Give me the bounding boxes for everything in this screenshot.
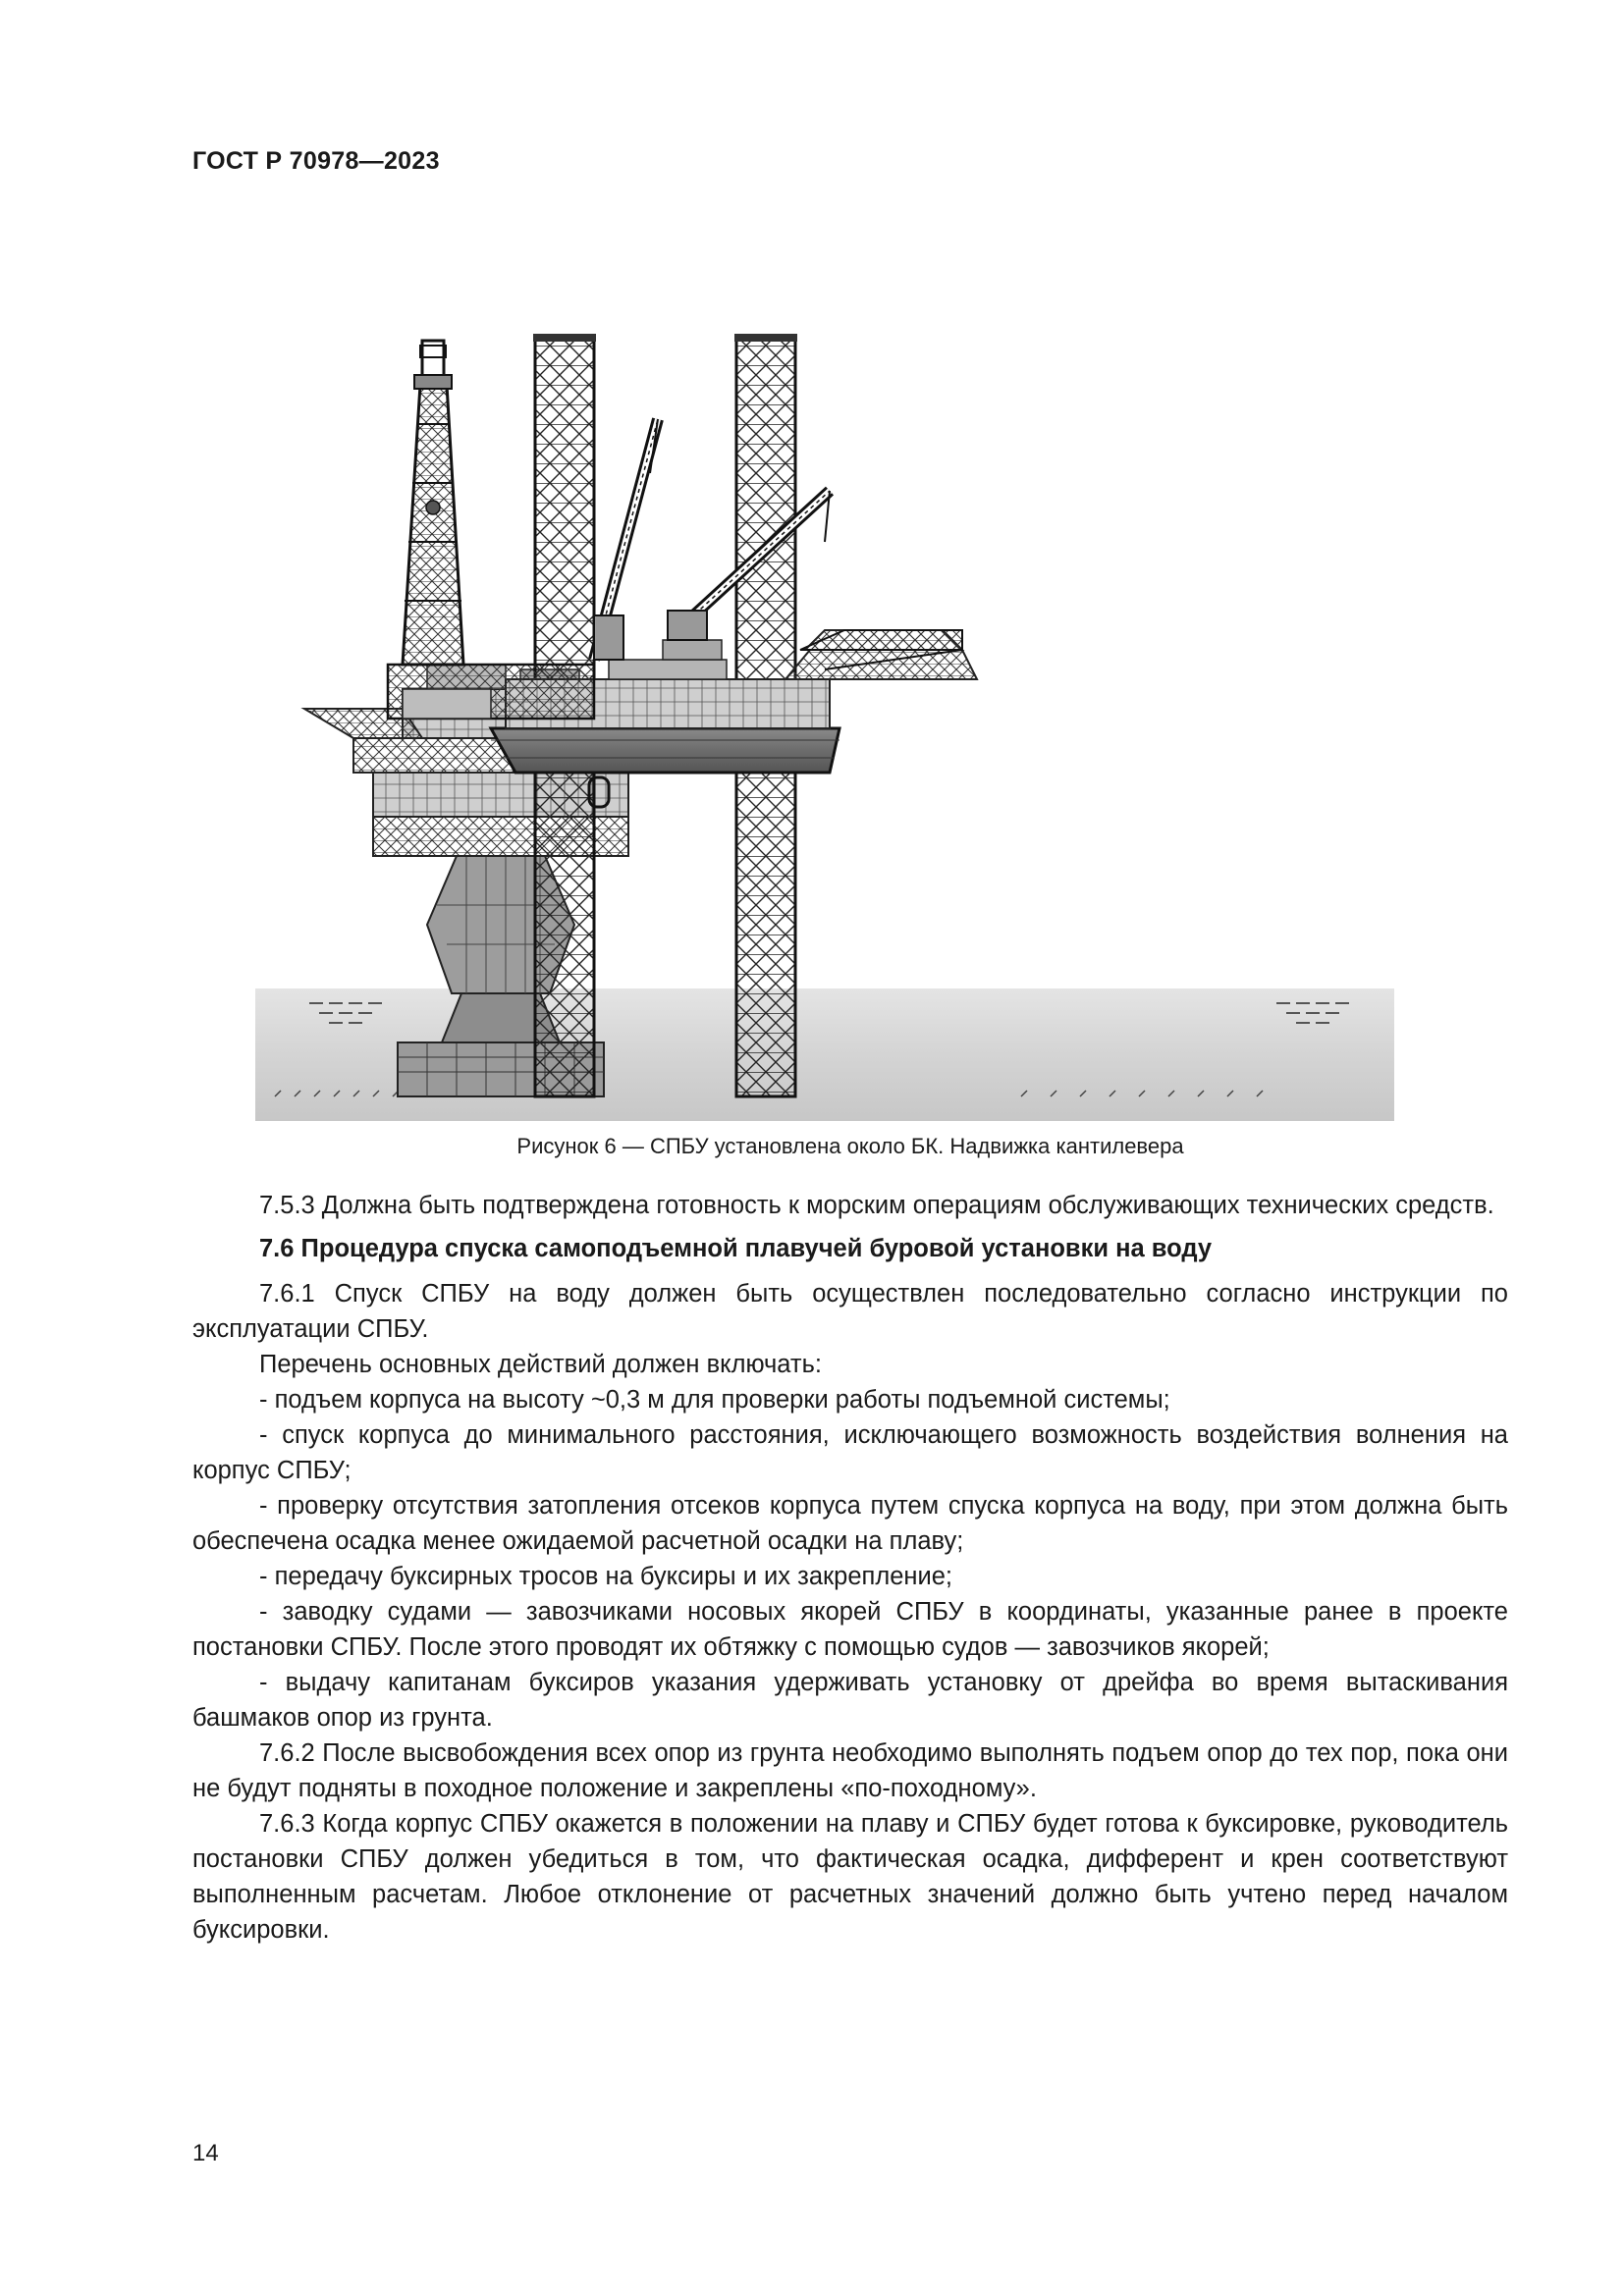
document-body [192, 1188, 1508, 1948]
paragraph-7-6-2: 7.6.2 После высвобождения всех опор из грунта необходимо выполнять подъем опор до тех пор, пока они не будут подняты в походное положение и закреплены «по-походному». [192, 1739, 1508, 1802]
list-item: - выдачу капитанам буксиров указания удерживать установку от дрейфа во время вытаскивания башмаков опор из грунта. [192, 1669, 1508, 1732]
list-item: - заводку судами — завозчиками носовых якорей СПБУ в координаты, указанные ранее в проекте постановки СПБУ. После этого проводят их обтяжку с помощью судов — завозчиков якорей; [192, 1598, 1508, 1661]
page-number: 14 [192, 2140, 219, 2166]
drilling-derrick [403, 341, 463, 665]
figure-jackup-rig [255, 228, 1434, 1123]
list-item: - передачу буксирных тросов на буксиры и их закрепление; [259, 1563, 952, 1590]
document-header: ГОСТ Р 70978—2023 [192, 147, 440, 175]
paragraph-7-6-1: 7.6.1 Спуск СПБУ на воду должен быть осуществлен последовательно согласно инструкции по эксплуатации СПБУ. [192, 1280, 1508, 1343]
cantilever [388, 665, 594, 719]
list-item: - проверку отсутствия затопления отсеков корпуса путем спуска корпуса на воду, при этом должна быть обеспечена осадка менее ожидаемой расчетной осадки на плаву; [192, 1492, 1508, 1555]
list-item: - подъем корпуса на высоту ~0,3 м для проверки работы подъемной системы; [259, 1386, 1170, 1414]
paragraph-7-6-3: 7.6.3 Когда корпус СПБУ окажется в положении на плаву и СПБУ будет готова к буксировке, руководитель постановки СПБУ должен убедиться в том, что фактическая осадка, дифферент и крен соответствуют выполненным расчетам. Любое отклонение от расчетных значений должно быть учтено перед началом буксировки. [192, 1810, 1508, 1944]
list-intro: Перечень основных действий должен включать: [259, 1351, 822, 1378]
crane-left [594, 419, 658, 660]
paragraph-7-5-3: 7.5.3 Должна быть подтверждена готовность к морским операциям обслуживающих технических средств. [259, 1192, 1494, 1219]
figure-caption: Рисунок 6 — СПБУ установлена около БК. Надвижка кантилевера [516, 1134, 1184, 1158]
list-item: - спуск корпуса до минимального расстояния, исключающего возможность воздействия волнения на корпус СПБУ; [192, 1421, 1508, 1484]
section-heading-7-6: 7.6 Процедура спуска самоподъемной плавучей буровой установки на воду [259, 1235, 1213, 1262]
